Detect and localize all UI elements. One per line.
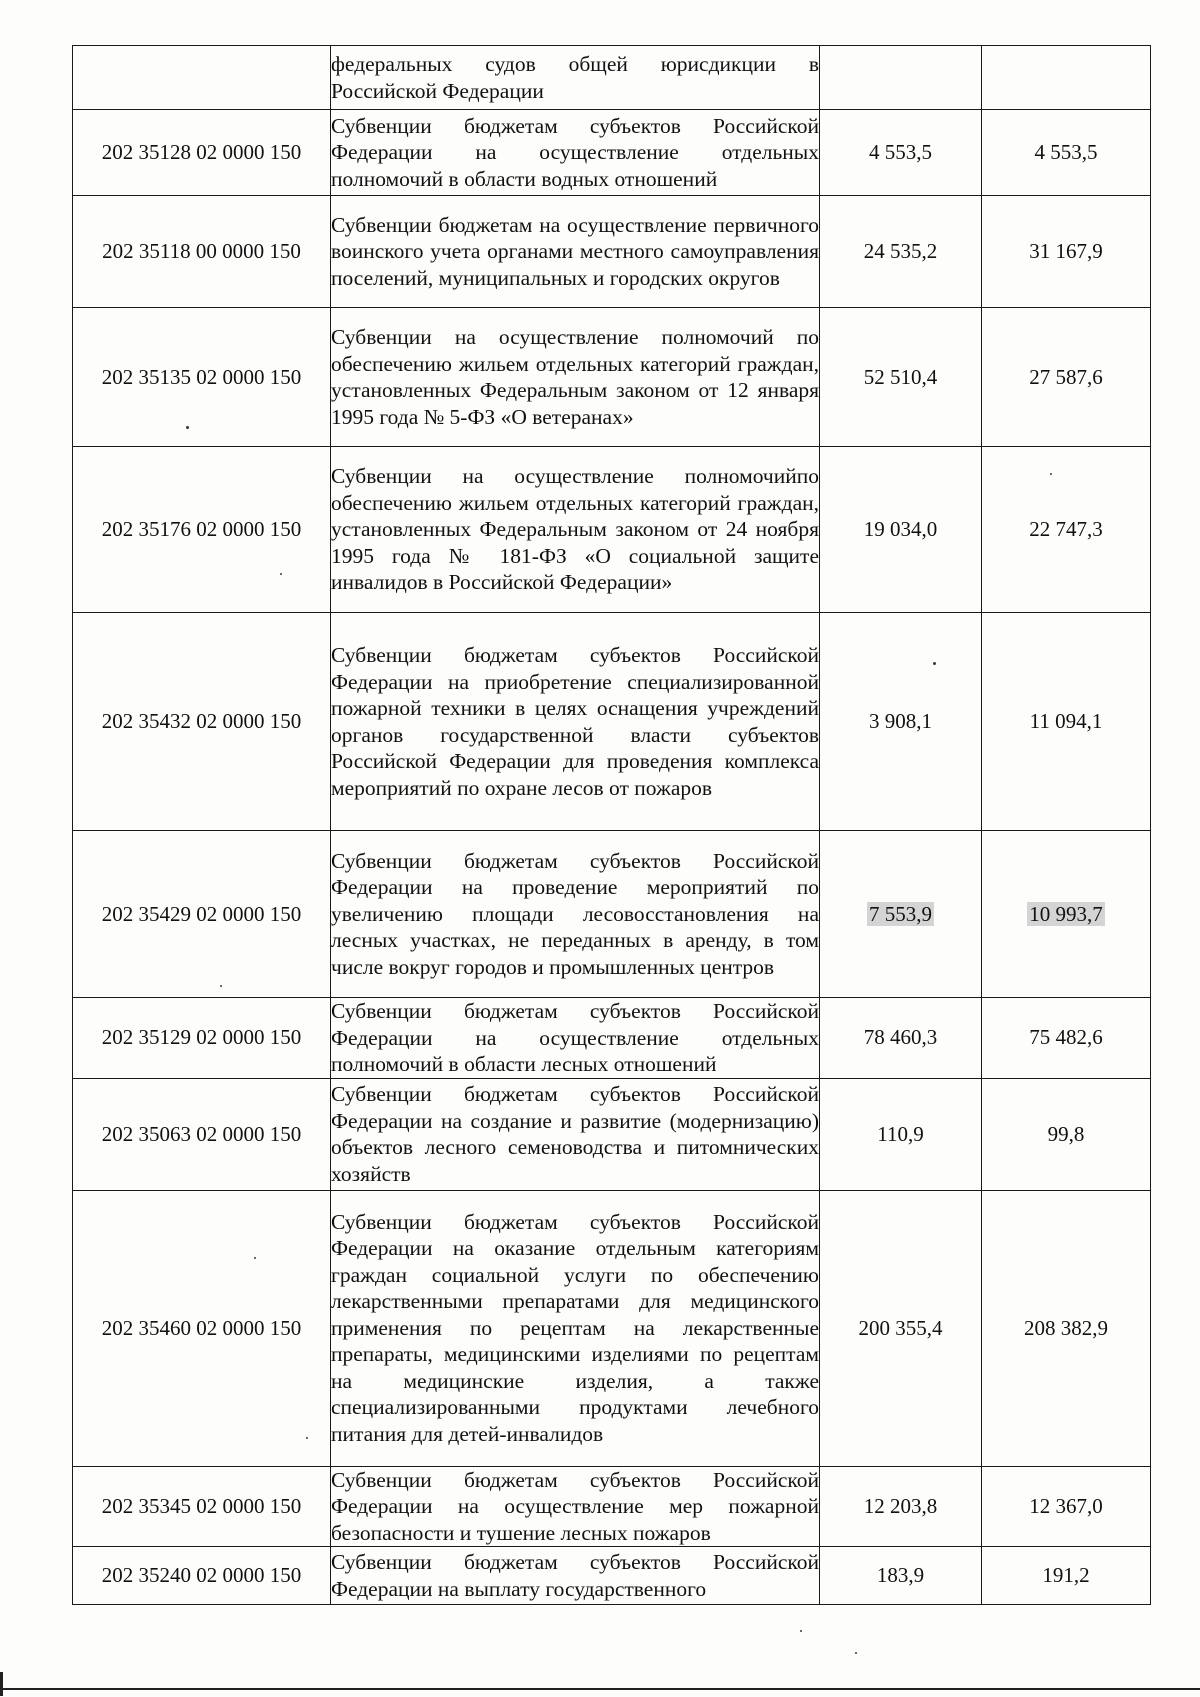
- value-year-2: [982, 46, 1151, 110]
- budget-code: 202 35240 02 0000 150: [73, 1547, 331, 1605]
- value-year-1: 12 203,8: [820, 1466, 982, 1547]
- value-year-1: 19 034,0: [820, 447, 982, 613]
- revenue-name: Субвенции бюджетам субъектов Российской Федерации на осуществление отдельных полномочий в области лесных отношений: [331, 999, 819, 1076]
- table-row: [73, 613, 1151, 831]
- revenue-name: Субвенции бюджетам субъектов Российской Федерации на создание и развитие (модернизацию) объектов лесного семеноводства и питомнических хозяйств: [331, 1078, 820, 1190]
- revenue-name: Субвенции на осуществление полномочий по обеспечению жильем отдельных категорий граждан, установленных Федеральным законом от 12 января 1995 года № 5-ФЗ «О ветеранах»: [331, 308, 820, 447]
- scan-speck: [933, 662, 936, 665]
- revenue-name: федеральных судов общей юрисдикции в Российской Федерации: [331, 46, 820, 110]
- scan-speck: [306, 1437, 308, 1439]
- scan-speck: [220, 985, 222, 987]
- scan-edge-mark: [0, 1672, 3, 1696]
- value-year-1: 183,9: [820, 1547, 982, 1605]
- value-year-1: [820, 831, 982, 998]
- table-row: [73, 831, 1151, 998]
- table-row: [73, 1547, 1151, 1605]
- budget-code: 202 35460 02 0000 150: [73, 1190, 331, 1466]
- value-year-2: 12 367,0: [982, 1466, 1151, 1547]
- budget-code: 202 35128 02 0000 150: [73, 110, 331, 196]
- budget-code: 202 35176 02 0000 150: [73, 447, 331, 613]
- revenue-name: Субвенции бюджетам субъектов Российской Федерации на проведение мероприятий по увеличению площади лесовосстановления на лесных участках, не переданных в аренду, в том числе вокруг городов и промышленных центров: [331, 831, 820, 998]
- highlighted-value: 7 553,9: [869, 901, 932, 926]
- budget-table-body: [73, 46, 1151, 1605]
- scan-speck: [1050, 473, 1052, 475]
- budget-code: 202 35118 00 0000 150: [73, 196, 331, 308]
- budget-code: 202 35135 02 0000 150: [73, 308, 331, 447]
- table-row: [73, 110, 1151, 196]
- value-year-2: 11 094,1: [982, 613, 1151, 831]
- value-year-2: 191,2: [982, 1547, 1151, 1605]
- value-year-1: 78 460,3: [820, 998, 982, 1079]
- value-year-2: [982, 831, 1151, 998]
- value-year-1: 24 535,2: [820, 196, 982, 308]
- table-row: [73, 1190, 1151, 1466]
- value-year-2: 22 747,3: [982, 447, 1151, 613]
- value-year-1: 4 553,5: [820, 110, 982, 196]
- value-year-1: 3 908,1: [820, 613, 982, 831]
- budget-table: [72, 45, 1151, 1605]
- table-row: [73, 998, 1151, 1079]
- value-year-1: [820, 46, 982, 110]
- budget-code: 202 35432 02 0000 150: [73, 613, 331, 831]
- scan-speck: [855, 1652, 857, 1654]
- value-year-2: 31 167,9: [982, 196, 1151, 308]
- table-row: [73, 447, 1151, 613]
- value-year-1: 110,9: [820, 1078, 982, 1190]
- scan-speck: [186, 426, 189, 429]
- budget-code: [73, 46, 331, 110]
- table-row: [73, 1466, 1151, 1547]
- value-year-1: 52 510,4: [820, 308, 982, 447]
- value-year-2: 27 587,6: [982, 308, 1151, 447]
- revenue-name: Субвенции бюджетам субъектов Российской Федерации на осуществление мер пожарной безопасности и тушение лесных пожаров: [331, 1467, 819, 1545]
- revenue-name: Субвенции на осуществление полномочийпо обеспечению жильем отдельных категорий граждан, установленных Федеральным законом от 24 ноября 1995 года № 181-ФЗ «О социальной защите инвалидов в Российской Федерации»: [331, 447, 820, 613]
- highlighted-value: 10 993,7: [1029, 901, 1103, 926]
- revenue-name: Субвенции бюджетам на осуществление первичного воинского учета органами местного самоуправления поселений, муниципальных и городских округов: [331, 196, 820, 308]
- scan-speck: [254, 1257, 256, 1259]
- value-year-1: 200 355,4: [820, 1190, 982, 1466]
- budget-code: 202 35345 02 0000 150: [73, 1466, 331, 1547]
- revenue-name: Субвенции бюджетам субъектов Российской Федерации на оказание отдельным категориям граждан социальной услуги по обеспечению лекарственными препаратами для медицинского применения по рецептам на лекарственные препараты, медицинскими изделиями по рецептам на медицинские изделия, а также специализированными продуктами лечебного питания для детей-инвалидов: [331, 1190, 820, 1466]
- value-year-2: 4 553,5: [982, 110, 1151, 196]
- budget-code: 202 35129 02 0000 150: [73, 998, 331, 1079]
- scan-speck: [800, 1630, 802, 1632]
- table-row: [73, 308, 1151, 447]
- table-row: [73, 1078, 1151, 1190]
- budget-code: 202 35063 02 0000 150: [73, 1078, 331, 1190]
- revenue-name: Субвенции бюджетам субъектов Российской Федерации на приобретение специализированной пожарной техники в целях оснащения учреждений органов государственной власти субъектов Российской Федерации для проведения комплекса мероприятий по охране лесов от пожаров: [331, 613, 820, 831]
- value-year-2: 75 482,6: [982, 998, 1151, 1079]
- revenue-name: Субвенции бюджетам субъектов Российской Федерации на выплату государственного: [331, 1547, 820, 1605]
- scan-bottom-edge: [0, 1688, 1200, 1690]
- table-row: [73, 196, 1151, 308]
- value-year-2: 208 382,9: [982, 1190, 1151, 1466]
- budget-code: 202 35429 02 0000 150: [73, 831, 331, 998]
- table-row: [73, 46, 1151, 110]
- revenue-name: Субвенции бюджетам субъектов Российской Федерации на осуществление отдельных полномочий в области водных отношений: [331, 110, 820, 196]
- scan-speck: [280, 573, 282, 575]
- value-year-2: 99,8: [982, 1078, 1151, 1190]
